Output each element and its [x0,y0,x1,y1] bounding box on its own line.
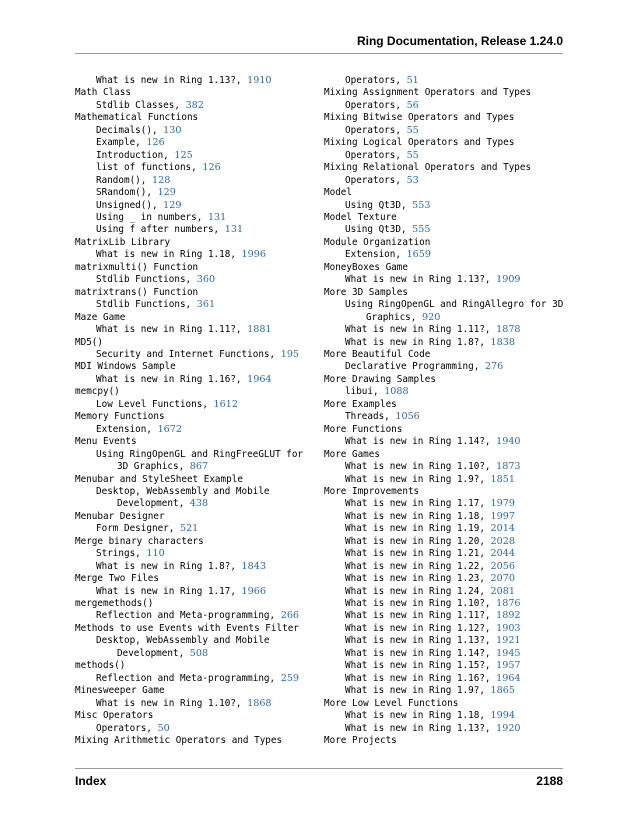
page-reference-link[interactable]: 2028 [490,535,515,547]
index-subentry [324,150,569,162]
index-subentry [324,361,569,373]
page-reference-link[interactable]: 266 [280,610,300,622]
page-reference-link[interactable]: 55 [406,149,419,161]
page-reference-link[interactable]: 110 [146,548,165,560]
page-reference-link[interactable]: 1994 [490,710,515,722]
index-term [75,337,310,349]
index-term [324,187,569,199]
index-term [324,349,569,361]
entry-text: Desktop, WebAssembly and Mobile [96,635,270,647]
entry-text: MD5() [75,336,103,348]
index-subentry [75,723,310,735]
entry-text: Security and Internet Functions, [96,348,281,360]
entry-text: Mixing Logical Operators and Types [324,137,515,149]
index-subentry [324,337,569,349]
entry-text: Using RingOpenGL and RingAllegro for 3D [345,299,564,311]
index-subentry [75,187,310,199]
page-reference-link[interactable]: 51 [406,75,419,86]
index-term [75,685,310,697]
index-term [75,660,310,672]
entry-text: Mixing Bitwise Operators and Types [324,112,515,124]
entry-text: Mixing Arithmetic Operators and Types [75,735,283,747]
page-reference-link[interactable]: 1659 [406,249,431,261]
index-term [75,598,310,610]
entry-text: What is new in Ring 1.18, [345,510,491,522]
index-term [324,698,569,710]
entry-text: Declarative Programming, [345,361,485,373]
entry-text: Misc Operators [75,710,154,722]
index-term [324,399,569,411]
entry-text: What is new in Ring 1.12?, [345,622,497,634]
index-term [75,287,310,299]
entry-text: Using _ in numbers, [96,211,208,223]
entry-text: What is new in Ring 1.13?, [345,635,497,647]
entry-text: Module Organization [324,236,431,248]
entry-text: MoneyBoxes Game [324,261,408,273]
index-term [324,287,569,299]
index-subentry [75,212,310,224]
page-reference-link[interactable]: 195 [280,348,300,360]
page-header [75,28,563,52]
page-reference-link[interactable]: 1892 [496,610,521,622]
page-reference-link[interactable]: 1612 [213,398,238,410]
entry-text: Stdlib Functions, [96,299,197,311]
entry-text: What is new in Ring 1.11?, [96,324,248,336]
page-reference-link[interactable]: 1921 [496,635,521,647]
index-subentry [75,648,310,660]
index-subentry [75,461,310,473]
index-term [324,212,569,224]
index-term [75,623,310,635]
entry-text: What is new in Ring 1.14?, [345,436,497,448]
page-reference-link[interactable]: 1997 [490,510,515,522]
index-subentry [75,635,310,647]
index-subentry [324,274,569,286]
entry-text: Mixing Relational Operators and Types [324,162,532,174]
page-reference-link[interactable]: 1878 [496,324,521,336]
page-reference-link[interactable]: 276 [484,361,504,373]
page-reference-link[interactable]: 867 [189,461,209,473]
index-term [75,436,310,448]
entry-text: More Games [324,448,380,460]
entry-text: More Low Level Functions [324,697,459,709]
index-term [324,424,569,436]
entry-text: What is new in Ring 1.11?, [345,324,497,336]
footer-section-label: Index [75,774,107,788]
entry-text: Menu Events [75,436,137,448]
index-subentry [324,660,569,672]
entry-text: Graphics, [366,311,422,323]
page-reference-link[interactable]: 1672 [157,423,182,435]
page-reference-link[interactable]: 361 [196,299,216,311]
entry-text: More Functions [324,423,403,435]
index-subentry [75,610,310,622]
index-term [75,573,310,585]
page-reference-link[interactable]: 382 [185,99,204,111]
index-subentry [324,610,569,622]
index-subentry [324,299,569,311]
index-subentry [75,125,310,137]
page-reference-link[interactable]: 1964 [496,672,521,684]
entry-text: What is new in Ring 1.23, [345,573,491,585]
index-term [324,374,569,386]
index-subentry [75,200,310,212]
index-subentry [324,548,569,560]
index-subentry [324,75,569,87]
index-subentry [75,324,310,336]
entry-text: What is new in Ring 1.8?, [96,560,242,572]
page-reference-link[interactable]: 438 [189,498,209,510]
index-term [75,386,310,398]
entry-text: What is new in Ring 1.18, [96,249,242,261]
index-subentry [75,523,310,535]
entry-text: Decimals(), [96,124,164,136]
page-reference-link[interactable]: 56 [406,99,419,111]
page-reference-link[interactable]: 128 [151,174,171,186]
page-reference-link[interactable]: 1851 [490,473,515,485]
entry-text: Development, [117,647,190,659]
index-subentry [324,710,569,722]
index-subentry [324,511,569,523]
entry-text: Maze Game [75,311,126,323]
index-term [324,486,569,498]
entry-text: Example, [96,137,147,149]
entry-text: More Improvements [324,485,420,497]
entry-text: Memory Functions [75,411,165,423]
index-subentry [324,125,569,137]
entry-text: Menubar Designer [75,510,165,522]
page-reference-link[interactable]: 1910 [247,75,272,86]
index-term [75,710,310,722]
page-reference-link[interactable]: 360 [196,274,216,286]
index-subentry [75,698,310,710]
page-reference-link[interactable]: 553 [412,199,431,211]
page-reference-link[interactable]: 1838 [490,336,515,348]
index-term [324,735,569,747]
index-subentry [75,150,310,162]
index-term [75,735,310,747]
entry-text: Math Class [75,87,131,99]
entry-text: Menubar and StyleSheet Example [75,473,243,485]
index-subentry [75,561,310,573]
page-reference-link[interactable]: 521 [179,523,199,535]
index-subentry [324,536,569,548]
entry-text: Strings, [96,548,147,560]
entry-text: mergemethods() [75,598,154,610]
index-subentry [324,685,569,697]
entry-text: Merge binary characters [75,535,204,547]
page-reference-link[interactable]: 1868 [247,697,272,709]
index-subentry [324,386,569,398]
page-reference-link[interactable]: 1881 [247,324,272,336]
index-subentry [324,461,569,473]
index-subentry [75,548,310,560]
entry-text: Operators, [345,99,407,111]
entry-text: Using f after numbers, [96,224,225,236]
index-term [75,87,310,99]
entry-text: What is new in Ring 1.22, [345,560,491,572]
entry-text: Merge Two Files [75,573,159,585]
index-subentry [324,175,569,187]
page-reference-link[interactable]: 1909 [496,274,521,286]
entry-text: SRandom(), [96,187,158,199]
entry-text: Low Level Functions, [96,398,214,410]
index-subentry [75,274,310,286]
page-reference-link[interactable]: 126 [202,162,221,174]
entry-text: Desktop, WebAssembly and Mobile [96,485,270,497]
page-reference-link[interactable]: 1996 [241,249,266,261]
entry-text: What is new in Ring 1.24, [345,585,491,597]
entry-text: What is new in Ring 1.14?, [345,647,497,659]
page-reference-link[interactable]: 1945 [496,647,521,659]
index-subentry [324,623,569,635]
index-term [75,411,310,423]
entry-text: Model Texture [324,211,397,223]
entry-text: matrixtrans() Function [75,286,199,298]
entry-text: What is new in Ring 1.8?, [345,336,491,348]
entry-text: What is new in Ring 1.19, [345,523,491,535]
index-subentry [324,249,569,261]
page-reference-link[interactable]: 1940 [496,436,521,448]
page-reference-link[interactable]: 1979 [490,498,515,510]
entry-text: More 3D Samples [324,286,408,298]
index-term [75,536,310,548]
entry-text: What is new in Ring 1.15?, [345,660,497,672]
index-subentry [75,100,310,112]
entry-text: Operators, [345,124,407,136]
page-reference-link[interactable]: 1843 [241,560,266,572]
page-reference-link[interactable]: 1876 [496,598,521,610]
index-subentry [324,312,569,324]
entry-text: What is new in Ring 1.9?, [345,685,491,697]
page-reference-link[interactable]: 1056 [395,411,420,423]
entry-text: More Drawing Samples [324,373,436,385]
page-number: 2188 [536,774,563,788]
entry-text: Extension, [96,423,158,435]
index-subentry [75,249,310,261]
index-subentry [324,648,569,660]
index-term [324,262,569,274]
entry-text: memcpy() [75,386,120,398]
index-subentry [75,75,310,87]
index-term [75,237,310,249]
page-reference-link[interactable]: 2014 [490,523,515,535]
entry-text: Unsigned(), [96,199,164,211]
page-reference-link[interactable]: 2070 [490,573,515,585]
entry-text: methods() [75,660,126,672]
entry-text: What is new in Ring 1.9?, [345,473,491,485]
index-subentry [75,374,310,386]
entry-text: Threads, [345,411,396,423]
entry-text: MatrixLib Library [75,236,171,248]
entry-text: Operators, [345,75,407,86]
index-column-right [324,75,569,747]
page-reference-link[interactable]: 131 [224,224,244,236]
index-term [75,312,310,324]
entry-text: Using Qt3D, [345,199,413,211]
index-subentry [324,498,569,510]
entry-text: What is new in Ring 1.10?, [96,697,248,709]
entry-text: Introduction, [96,149,175,161]
index-term [324,449,569,461]
entry-text: What is new in Ring 1.16?, [345,672,497,684]
page-reference-link[interactable]: 126 [146,137,165,149]
entry-text: Form Designer, [96,523,180,535]
index-subentry [75,399,310,411]
entry-text: More Projects [324,735,397,747]
index-subentry [324,598,569,610]
index-subentry [324,324,569,336]
entry-text: Operators, [345,149,407,161]
index-subentry [75,349,310,361]
entry-text: What is new in Ring 1.16?, [96,373,248,385]
entry-text: Development, [117,498,190,510]
entry-text: What is new in Ring 1.11?, [345,610,497,622]
entry-text: What is new in Ring 1.21, [345,548,491,560]
page-reference-link[interactable]: 2044 [490,548,515,560]
index-term [324,87,569,99]
page-reference-link[interactable]: 1873 [496,461,521,473]
index-term [324,237,569,249]
footer-divider [75,768,563,769]
entry-text: Reflection and Meta-programming, [96,672,281,684]
index-subentry [324,100,569,112]
index-term [324,162,569,174]
page-reference-link[interactable]: 129 [163,199,182,211]
entry-text: Stdlib Classes, [96,99,186,111]
index-subentry [324,723,569,735]
index-term [75,262,310,274]
index-subentry [75,137,310,149]
entry-text: More Examples [324,398,397,410]
page-reference-link[interactable]: 1957 [496,660,521,672]
entry-text: Operators, [96,722,158,734]
entry-text: Operators, [345,174,407,186]
entry-text: What is new in Ring 1.13?, [96,75,248,86]
entry-text: What is new in Ring 1.17, [96,585,242,597]
index-subentry [75,162,310,174]
header-divider [75,53,563,54]
page-reference-link[interactable]: 130 [163,124,182,136]
page-reference-link[interactable]: 1920 [496,722,521,734]
page-reference-link[interactable]: 1088 [384,386,409,398]
entry-text: More Beautiful Code [324,348,431,360]
page-reference-link[interactable]: 50 [157,722,170,734]
index-subentry [324,573,569,585]
page-reference-link[interactable]: 129 [157,187,176,199]
index-term [75,361,310,373]
index-column-left [75,75,310,747]
page-reference-link[interactable]: 2081 [490,585,515,597]
index-subentry [75,586,310,598]
page-reference-link[interactable]: 55 [406,124,419,136]
index-term [75,112,310,124]
index-subentry [324,586,569,598]
page-reference-link[interactable]: 53 [406,174,419,186]
page-reference-link[interactable]: 2056 [490,560,515,572]
entry-text: Using RingOpenGL and RingFreeGLUT for [96,448,304,460]
entry-text: Minesweeper Game [75,685,165,697]
entry-text: What is new in Ring 1.20, [345,535,491,547]
index-subentry [75,299,310,311]
index-subentry [324,200,569,212]
index-subentry [324,436,569,448]
page-reference-link[interactable]: 1865 [490,685,515,697]
document-title: Ring Documentation, Release 1.24.0 [356,34,563,48]
page-reference-link[interactable]: 920 [421,311,441,323]
index-term [75,511,310,523]
entry-text: What is new in Ring 1.17, [345,498,491,510]
entry-text: Methods to use Events with Events Filter [75,622,299,634]
entry-text: 3D Graphics, [117,461,190,473]
entry-text: libui, [345,386,385,398]
index-subentry [324,474,569,486]
index-term [324,112,569,124]
entry-text: Stdlib Functions, [96,274,197,286]
entry-text: Extension, [345,249,407,261]
entry-text: Model [324,187,352,199]
entry-text: MDI Windows Sample [75,361,176,373]
index-subentry [324,673,569,685]
index-subentry [324,635,569,647]
entry-text: list of functions, [96,162,203,174]
entry-text: What is new in Ring 1.18, [345,710,491,722]
entry-text: matrixmulti() Function [75,261,199,273]
page-reference-link[interactable]: 125 [174,149,193,161]
entry-text: What is new in Ring 1.10?, [345,598,497,610]
index-subentry [75,424,310,436]
index-subentry [75,224,310,236]
entry-text: Mixing Assignment Operators and Types [324,87,532,99]
index-subentry [75,498,310,510]
index-subentry [75,486,310,498]
entry-text: What is new in Ring 1.13?, [345,722,497,734]
index-term [75,474,310,486]
page-reference-link[interactable]: 1903 [496,622,521,634]
index-subentry [75,449,310,461]
index-subentry [324,411,569,423]
entry-text: Using Qt3D, [345,224,413,236]
page-reference-link[interactable]: 259 [280,672,300,684]
entry-text: Mathematical Functions [75,112,199,124]
entry-text: Random(), [96,174,152,186]
index-subentry [75,673,310,685]
index-subentry [324,561,569,573]
index-subentry [324,523,569,535]
index-term [324,137,569,149]
entry-text: What is new in Ring 1.10?, [345,461,497,473]
page-reference-link[interactable]: 508 [189,647,209,659]
index-subentry [324,224,569,236]
page-reference-link[interactable]: 555 [412,224,431,236]
page-reference-link[interactable]: 1964 [247,373,272,385]
entry-text: What is new in Ring 1.13?, [345,274,497,286]
page-reference-link[interactable]: 131 [207,211,227,223]
entry-text: Reflection and Meta-programming, [96,610,281,622]
index-subentry [75,175,310,187]
page-reference-link[interactable]: 1966 [241,585,266,597]
